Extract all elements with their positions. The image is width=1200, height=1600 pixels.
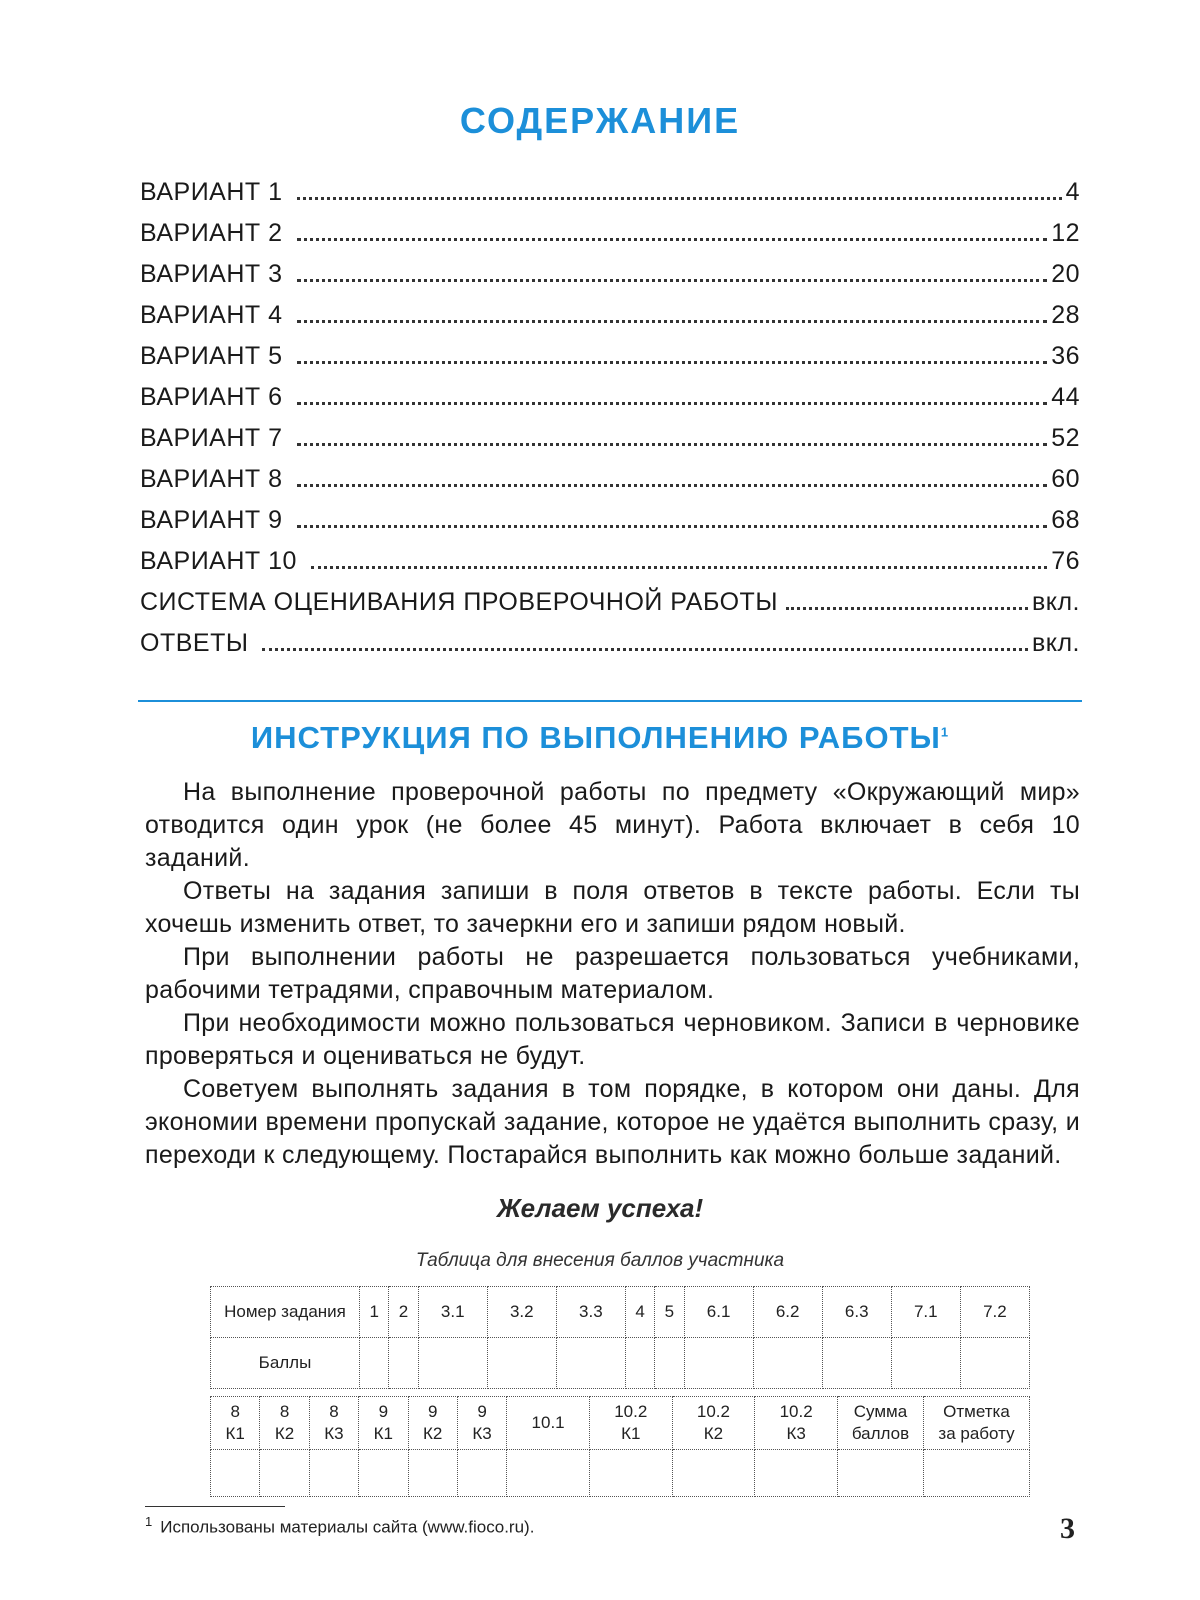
instruction-paragraph: Ответы на задания запиши в поля ответов в тексте работы. Если ты хочешь изменить ответ, то зачеркни его и запиши рядом новый. xyxy=(145,877,1080,938)
footnote-ref: 1 xyxy=(940,724,950,740)
toc-entry-label: ВАРИАНТ 3 xyxy=(140,260,283,288)
toc-title: СОДЕРЖАНИЕ xyxy=(459,100,741,141)
toc-dot-leader xyxy=(297,273,1048,282)
instruction-paragraph: При выполнении работы не разрешается пользоваться учебниками, рабочими тетрадями, справочным материалом. xyxy=(145,943,1080,1004)
toc-entry-page: 28 xyxy=(1051,301,1080,329)
toc-entry xyxy=(140,260,1080,301)
points-input-cell[interactable] xyxy=(309,1450,358,1497)
score-table-bottom xyxy=(210,1396,1030,1497)
toc-entry-page: 12 xyxy=(1051,219,1080,247)
task-number-row-2 xyxy=(211,1397,1030,1450)
toc-entry xyxy=(140,465,1080,506)
task-number-line: К1 xyxy=(621,1424,641,1443)
section-divider xyxy=(138,700,1082,702)
task-number-line: К3 xyxy=(786,1424,806,1443)
footnote-rule xyxy=(145,1506,285,1507)
toc-entry-label: ВАРИАНТ 2 xyxy=(140,219,283,247)
toc-dot-leader xyxy=(297,396,1048,405)
toc-entry-label: ВАРИАНТ 9 xyxy=(140,506,283,534)
instructions-title xyxy=(0,720,1200,756)
task-number-line: 10.1 xyxy=(531,1413,565,1432)
toc-entry-label: ВАРИАНТ 6 xyxy=(140,383,283,411)
points-input-cell[interactable] xyxy=(655,1338,684,1389)
toc-entry-page: 44 xyxy=(1051,383,1080,411)
task-number-cell xyxy=(260,1397,309,1450)
points-input-cell[interactable] xyxy=(507,1450,590,1497)
points-input-cell[interactable] xyxy=(838,1450,924,1497)
task-number-cell xyxy=(838,1397,924,1450)
table-of-contents xyxy=(140,178,1080,670)
points-input-cell[interactable] xyxy=(360,1338,389,1389)
page-number: 3 xyxy=(1060,1512,1075,1545)
task-number-cell: 3.2 xyxy=(487,1287,556,1338)
task-number-cell: 3.3 xyxy=(556,1287,625,1338)
task-number-line: 8 xyxy=(230,1402,240,1421)
toc-entry xyxy=(140,342,1080,383)
points-input-cell[interactable] xyxy=(418,1338,487,1389)
toc-entry-page: 68 xyxy=(1051,506,1080,534)
score-table-top xyxy=(210,1286,1030,1389)
points-input-cell[interactable] xyxy=(822,1338,891,1389)
task-number-line: 10.2 xyxy=(779,1402,813,1421)
task-number-line: 9 xyxy=(427,1402,438,1421)
footnote xyxy=(145,1514,534,1538)
task-number-cell: 4 xyxy=(625,1287,654,1338)
toc-entry-page: 20 xyxy=(1051,260,1080,288)
good-luck-text: Желаем успеха! xyxy=(496,1193,704,1223)
task-number-cell: 2 xyxy=(389,1287,418,1338)
instructions-title-text: ИНСТРУКЦИЯ ПО ВЫПОЛНЕНИЮ РАБОТЫ xyxy=(250,720,941,755)
toc-dot-leader xyxy=(262,642,1027,651)
toc-entry-label: ВАРИАНТ 8 xyxy=(140,465,283,493)
toc-entry xyxy=(140,219,1080,260)
toc-dot-leader xyxy=(297,355,1048,364)
points-input-cell[interactable] xyxy=(755,1450,838,1497)
task-number-row xyxy=(211,1287,1030,1338)
toc-entry xyxy=(140,588,1080,629)
task-number-line: 9 xyxy=(477,1402,487,1421)
task-number-cell xyxy=(672,1397,755,1450)
toc-dot-leader xyxy=(297,232,1048,241)
task-number-line: Сумма xyxy=(853,1402,908,1421)
toc-entry-page: 36 xyxy=(1051,342,1080,370)
task-number-line: 10.2 xyxy=(696,1402,730,1421)
points-input-cell[interactable] xyxy=(457,1450,506,1497)
points-input-cell[interactable] xyxy=(753,1338,822,1389)
toc-entry xyxy=(140,178,1080,219)
toc-entry-page: 76 xyxy=(1051,547,1080,575)
toc-dot-leader xyxy=(297,478,1048,487)
toc-dot-leader xyxy=(297,437,1048,446)
task-number-cell: 3.1 xyxy=(418,1287,487,1338)
instruction-paragraph: На выполнение проверочной работы по предмету «Окружающий мир» отводится один урок (не более 45 минут). Работа включает в себя 10 заданий. xyxy=(145,778,1080,872)
toc-dot-leader xyxy=(786,601,1028,610)
points-input-cell[interactable] xyxy=(556,1338,625,1389)
task-number-cell: 6.3 xyxy=(822,1287,891,1338)
toc-entry-page: вкл. xyxy=(1031,629,1080,657)
task-number-cell xyxy=(408,1397,457,1450)
task-number-line: К3 xyxy=(324,1424,344,1443)
toc-entry-page: 4 xyxy=(1065,178,1080,206)
toc-entry xyxy=(140,301,1080,342)
task-number-cell: 5 xyxy=(655,1287,684,1338)
points-input-cell[interactable] xyxy=(891,1338,960,1389)
task-number-cell xyxy=(507,1397,590,1450)
points-input-cell[interactable] xyxy=(589,1450,672,1497)
task-number-line: К1 xyxy=(373,1424,393,1443)
footnote-text: Использованы материалы сайта (www.fioco.ru). xyxy=(160,1517,535,1537)
task-number-cell xyxy=(211,1397,260,1450)
task-number-cell xyxy=(309,1397,358,1450)
task-number-cell xyxy=(755,1397,838,1450)
toc-dot-leader xyxy=(297,519,1048,528)
toc-entry-label: ВАРИАНТ 10 xyxy=(140,547,297,575)
task-number-line: Отметка xyxy=(943,1402,1010,1421)
toc-entry-label: ВАРИАНТ 7 xyxy=(140,424,283,452)
toc-entry-page: 52 xyxy=(1051,424,1080,452)
task-number-cell xyxy=(457,1397,506,1450)
task-number-line: 8 xyxy=(329,1402,339,1421)
task-number-line: К1 xyxy=(225,1424,245,1443)
points-row xyxy=(211,1338,1030,1389)
task-number-cell xyxy=(359,1397,408,1450)
task-number-cell: 1 xyxy=(360,1287,389,1338)
task-number-cell: 6.2 xyxy=(753,1287,822,1338)
toc-entry xyxy=(140,383,1080,424)
task-number-line: К2 xyxy=(423,1424,443,1443)
points-input-cell[interactable] xyxy=(359,1450,408,1497)
points-input-cell[interactable] xyxy=(487,1338,556,1389)
points-input-cell[interactable] xyxy=(684,1338,753,1389)
toc-entry xyxy=(140,629,1080,670)
task-number-line: К2 xyxy=(274,1424,295,1443)
task-number-line: К3 xyxy=(472,1424,492,1443)
points-row-2 xyxy=(211,1450,1030,1497)
toc-entry xyxy=(140,424,1080,465)
points-input-cell[interactable] xyxy=(260,1450,309,1497)
instruction-paragraph: Советуем выполнять задания в том порядке, в котором они даны. Для экономии времени пропускай задание, которое не удаётся выполнить сразу, и переходи к следующему. Постарайся выполнить как можно больше заданий. xyxy=(145,1075,1080,1169)
task-number-line: 8 xyxy=(279,1402,290,1421)
toc-entry-page: 60 xyxy=(1051,465,1080,493)
points-input-cell[interactable] xyxy=(389,1338,418,1389)
points-input-cell[interactable] xyxy=(625,1338,654,1389)
toc-dot-leader xyxy=(297,191,1062,200)
toc-dot-leader xyxy=(311,560,1047,569)
task-number-line: К2 xyxy=(703,1424,724,1443)
task-number-line: 10.2 xyxy=(614,1402,648,1421)
toc-entry-label: СИСТЕМА ОЦЕНИВАНИЯ ПРОВЕРОЧНОЙ РАБОТЫ xyxy=(140,588,778,616)
score-table-caption: Таблица для внесения баллов участника xyxy=(415,1250,785,1271)
toc-entry-label: ВАРИАНТ 4 xyxy=(140,301,283,329)
points-input-cell[interactable] xyxy=(211,1450,260,1497)
toc-entry-label: ОТВЕТЫ xyxy=(140,629,249,657)
points-input-cell[interactable] xyxy=(672,1450,755,1497)
toc-dot-leader xyxy=(297,314,1048,323)
points-input-cell[interactable] xyxy=(960,1338,1029,1389)
toc-entry xyxy=(140,547,1080,588)
toc-entry-label: ВАРИАНТ 5 xyxy=(140,342,283,370)
task-number-line: 9 xyxy=(378,1402,389,1421)
points-header: Баллы xyxy=(211,1338,360,1389)
task-number-header: Номер задания xyxy=(211,1287,360,1338)
instructions-body xyxy=(145,776,1080,1172)
task-number-line: баллов xyxy=(851,1424,910,1443)
points-input-cell[interactable] xyxy=(924,1450,1030,1497)
task-number-cell: 7.1 xyxy=(891,1287,960,1338)
instruction-paragraph: При необходимости можно пользоваться черновиком. Записи в черновике проверяться и оцениваться не будут. xyxy=(145,1009,1080,1070)
toc-entry xyxy=(140,506,1080,547)
toc-entry-label: ВАРИАНТ 1 xyxy=(140,178,283,206)
task-number-cell: 6.1 xyxy=(684,1287,753,1338)
task-number-cell: 7.2 xyxy=(960,1287,1029,1338)
task-number-cell xyxy=(924,1397,1030,1450)
task-number-line: за работу xyxy=(938,1424,1015,1443)
points-input-cell[interactable] xyxy=(408,1450,457,1497)
footnote-mark: 1 xyxy=(145,1514,153,1529)
task-number-cell xyxy=(589,1397,672,1450)
toc-entry-page: вкл. xyxy=(1031,588,1080,616)
